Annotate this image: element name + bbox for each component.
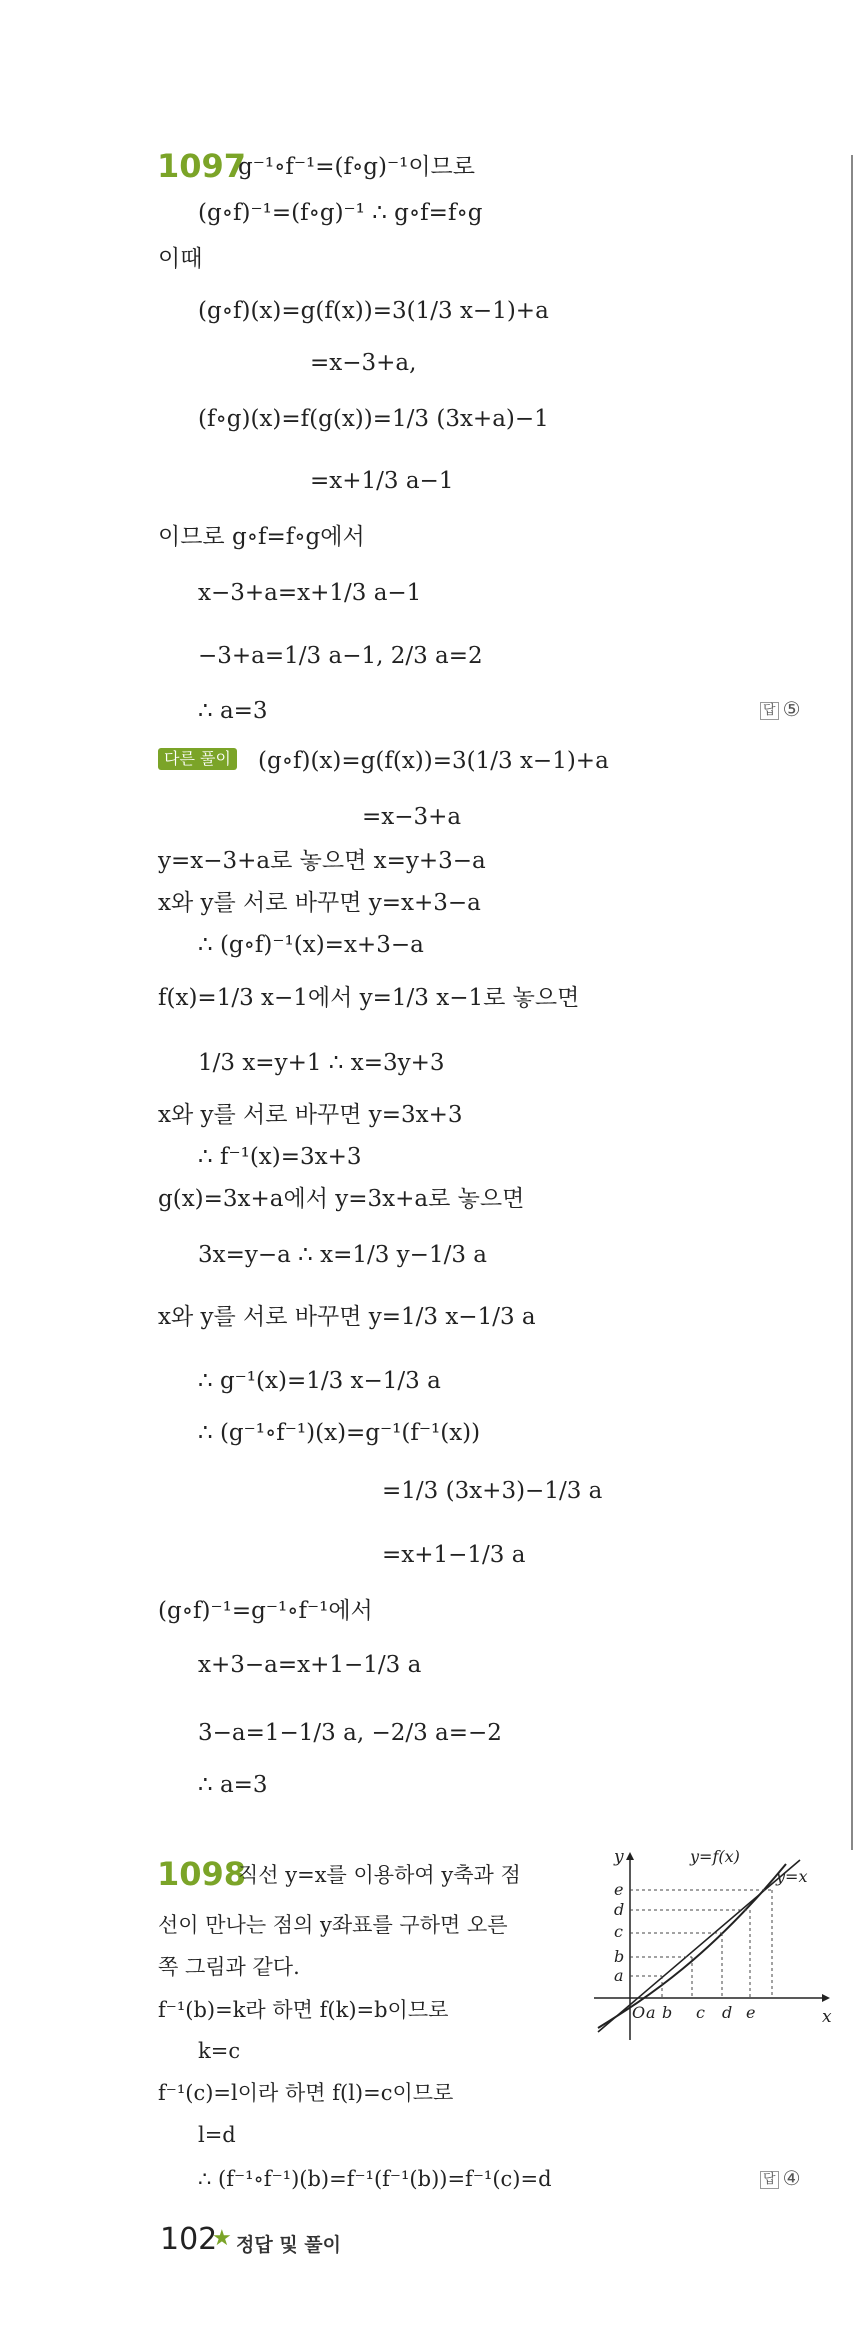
- answer-1097: [760, 697, 801, 721]
- line-1098-8: ∴ (f⁻¹∘f⁻¹)(b)=f⁻¹(f⁻¹(b))=f⁻¹(c)=d: [198, 2167, 552, 2191]
- function-graph: [590, 1846, 840, 2046]
- origin-label: O: [632, 2003, 646, 2022]
- y-tick-b: b: [614, 1947, 625, 1966]
- alt-line-3: y=x−3+a로 놓으면 x=y+3−a: [158, 848, 486, 874]
- line-label: y=x: [776, 1867, 808, 1886]
- alt-line-11: 3x=y−a ∴ x=1/3 y−1/3 a: [198, 1242, 487, 1268]
- y-axis-label: y: [614, 1847, 624, 1867]
- x-tick-e: e: [746, 2003, 756, 2022]
- line-1098-7: l=d: [198, 2123, 236, 2147]
- alt-line-16: =x+1−1/3 a: [382, 1542, 526, 1568]
- problem-number-1098: 1098: [157, 1855, 247, 1893]
- y-tick-a: a: [614, 1966, 624, 1985]
- answer-value: ⑤: [782, 697, 801, 721]
- footer-label: 정답 및 풀이: [236, 2234, 341, 2256]
- y-axis-arrow: [626, 1852, 634, 1860]
- alt-line-10: g(x)=3x+a에서 y=3x+a로 놓으면: [158, 1186, 525, 1212]
- margin-rule: [851, 155, 853, 1850]
- alt-line-18: x+3−a=x+1−1/3 a: [198, 1652, 422, 1678]
- alt-line-8: x와 y를 서로 바꾸면 y=3x+3: [158, 1102, 463, 1128]
- line-1097-10: −3+a=1/3 a−1, 2/3 a=2: [198, 643, 483, 669]
- alt-line-1: (g∘f)(x)=g(f(x))=3(1/3 x−1)+a: [258, 748, 609, 774]
- line-1097-3: 이때: [158, 246, 203, 272]
- alt-solution-badge: 다른 풀이: [158, 748, 237, 770]
- answer-box-label: 답: [760, 2171, 779, 2189]
- curve-label: y=f(x): [690, 1847, 740, 1866]
- y-tick-e: e: [614, 1880, 624, 1899]
- x-tick-a: a: [646, 2003, 656, 2022]
- alt-line-14: ∴ (g⁻¹∘f⁻¹)(x)=g⁻¹(f⁻¹(x)): [198, 1420, 481, 1446]
- alt-line-9: ∴ f⁻¹(x)=3x+3: [198, 1144, 362, 1170]
- alt-line-5: ∴ (g∘f)⁻¹(x)=x+3−a: [198, 932, 424, 958]
- line-1097-1: g⁻¹∘f⁻¹=(f∘g)⁻¹이므로: [238, 154, 475, 180]
- line-1097-2: (g∘f)⁻¹=(f∘g)⁻¹ ∴ g∘f=f∘g: [198, 200, 483, 226]
- y-tick-c: c: [614, 1922, 623, 1941]
- x-tick-d: d: [722, 2003, 733, 2022]
- line-1097-4: (g∘f)(x)=g(f(x))=3(1/3 x−1)+a: [198, 298, 549, 324]
- x-axis-label: x: [822, 2007, 832, 2027]
- alt-line-6: f(x)=1/3 x−1에서 y=1/3 x−1로 놓으면: [158, 985, 580, 1011]
- answer-box-label: 답: [760, 702, 779, 720]
- line-1098-4: f⁻¹(b)=k라 하면 f(k)=b이므로: [158, 1998, 449, 2022]
- line-1097-5: =x−3+a,: [310, 350, 417, 376]
- answer-1098: [760, 2166, 801, 2190]
- alt-line-13: ∴ g⁻¹(x)=1/3 x−1/3 a: [198, 1368, 441, 1394]
- line-1098-6: f⁻¹(c)=l이라 하면 f(l)=c이므로: [158, 2081, 454, 2105]
- line-1097-8: 이므로 g∘f=f∘g에서: [158, 524, 365, 550]
- alt-line-17: (g∘f)⁻¹=g⁻¹∘f⁻¹에서: [158, 1598, 373, 1624]
- alt-line-19: 3−a=1−1/3 a, −2/3 a=−2: [198, 1720, 502, 1746]
- line-1098-3: 쪽 그림과 같다.: [158, 1955, 300, 1979]
- line-1098-5: k=c: [198, 2039, 241, 2063]
- footer-star-icon: ★: [212, 2226, 232, 2251]
- answer-value: ④: [782, 2166, 801, 2190]
- line-1097-11: ∴ a=3: [198, 698, 268, 724]
- alt-line-4: x와 y를 서로 바꾸면 y=x+3−a: [158, 890, 481, 916]
- function-curve: [598, 1864, 786, 2028]
- line-1097-9: x−3+a=x+1/3 a−1: [198, 580, 422, 606]
- alt-line-12: x와 y를 서로 바꾸면 y=1/3 x−1/3 a: [158, 1304, 536, 1330]
- x-axis-arrow: [822, 1994, 830, 2002]
- line-1097-6: (f∘g)(x)=f(g(x))=1/3 (3x+a)−1: [198, 406, 549, 432]
- line-1098-2: 선이 만나는 점의 y좌표를 구하면 오른: [158, 1913, 508, 1937]
- x-tick-b: b: [662, 2003, 673, 2022]
- y-tick-d: d: [614, 1900, 625, 1919]
- x-tick-c: c: [696, 2003, 705, 2022]
- alt-line-7: 1/3 x=y+1 ∴ x=3y+3: [198, 1050, 445, 1076]
- alt-line-15: =1/3 (3x+3)−1/3 a: [382, 1478, 603, 1504]
- line-1097-7: =x+1/3 a−1: [310, 468, 454, 494]
- alt-line-2: =x−3+a: [362, 804, 462, 830]
- problem-number-1097: 1097: [157, 147, 247, 185]
- page-number: 102: [160, 2222, 218, 2257]
- alt-line-20: ∴ a=3: [198, 1772, 268, 1798]
- line-1098-1: 직선 y=x를 이용하여 y축과 점: [238, 1863, 521, 1887]
